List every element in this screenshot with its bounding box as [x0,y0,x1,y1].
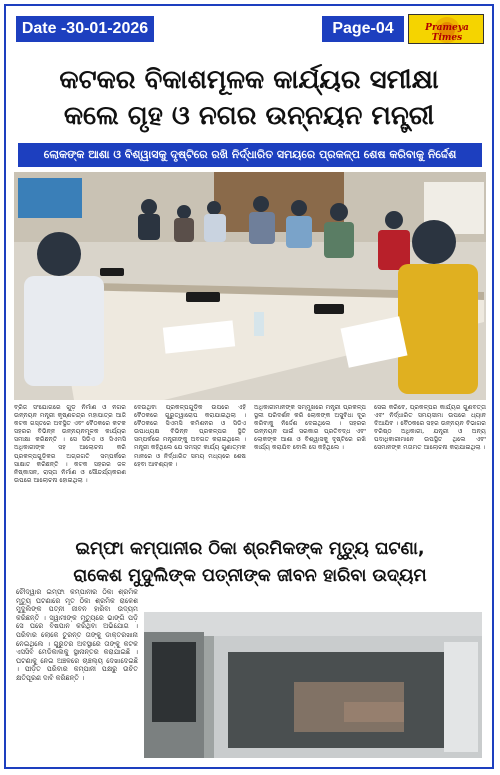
main-subheadline: ଲୋକଙ୍କ ଆଶା ଓ ବିଶ୍ୱାସକୁ ଦୃଷ୍ଟିରେ ରଖି ନିର୍ଦ୍ଧାରିତ ସମୟରେ ପ୍ରକଳ୍ପ ଶେଷ କରିବାକୁ ନିର୍ଦ୍ଦେଶ [18,143,482,167]
vehicle-photo-illustration [144,612,482,758]
second-headline-line2: ରାକେଶ ମୁଦୁଲିଙ୍କ ପତ୍ନୀଙ୍କ ଜୀବନ ହାରିବା ଉଦ୍ୟମ [73,566,427,586]
meeting-photo-illustration [14,172,486,400]
story-column-4: ସେଇ କରିବେ, ପ୍ରକଳ୍ପର କାର୍ଯ୍ୟର ଗୁଣବତ୍ତା ଏବଂ ନିର୍ଦ୍ଧାରିତ ସମୟସୀମା ଉପରେ ଧ୍ୟାନ ଦିଆଯିବ । ବୈଠକରେ ସହର ଉନ୍ନୟନ ବିଭାଗର ବରିଷ୍ଠ ଅଧିକାରୀ, ଯନ୍ତ୍ରୀ ଓ ଅନ୍ୟ ପଦାଧିକାରୀମାନେ ଉପସ୍ଥିତ ଥିଲେ ଏବଂ ସେମାନଙ୍କ ମତାମତ ଆଲୋଚନା କରାଯାଇଥିଲା । [374,404,486,452]
second-headline-line1: ଇମ୍ଫା କମ୍ପାନୀର ଠିକା ଶ୍ରମିକଙ୍କ ମୃତ୍ୟୁ ଘଟଣା, [75,539,425,559]
newspaper-logo [408,14,484,44]
meeting-photo [14,172,486,400]
main-headline [14,62,484,134]
logo-text: Prameya Times [425,23,469,43]
date-label: Date -30-01-2026 [16,16,154,42]
main-headline-line1: କଟକର ବିକାଶମୂଳକ କାର୍ଯ୍ୟର ସମୀକ୍ଷା [59,65,439,95]
second-headline [14,536,486,590]
page-number-label: Page-04 [322,16,404,42]
main-story-body [14,404,486,528]
story-column-3: ଅଧିକାରୀମାନଙ୍କ ସମ୍ମୁଖରେ ମନ୍ତ୍ରୀ ପ୍ରକଳ୍ପ ସ୍ଥଳୀ ପରିଦର୍ଶନ କରି ଲୋକଙ୍କ ଅସୁବିଧା ଦୂର କରିବାକୁ ନିର୍ଦ୍ଦେଶ ଦେଇଥିଲେ । ସହରର ଉନ୍ନୟନ ପାଇଁ ସରକାର ପ୍ରତିବଦ୍ଧ ଏବଂ ଲୋକଙ୍କ ଆଶା ଓ ବିଶ୍ୱାସକୁ ଦୃଷ୍ଟିରେ ରଖି କାର୍ଯ୍ୟ କରାଯିବ ବୋଲି ସେ କହିଥିଲେ । [254,404,366,452]
main-headline-line2: କଲେ ଗୃହ ଓ ନଗର ଉନ୍ନୟନ ମନ୍ତ୍ରୀ [63,101,435,131]
second-story-body: ଚୌଦ୍ୱାର ଇମ୍ଫା କମ୍ପାନୀର ଠିକା ଶ୍ରମିକ ମୃତ୍ୟୁ ଘଟଣାରେ ମୃତ ଠିକା ଶ୍ରମିକ ରାକେଶ ମୁଦୁଲିଙ୍କ ପତ୍ନୀ ଜୀବନ ହାରିବା ଉଦ୍ୟମ କରିଛନ୍ତି । ସ୍ୱାମୀଙ୍କ ମୃତ୍ୟୁରେ ଭାଙ୍ଗି ପଡ଼ି ସେ ଘରେ ବିଷପାନ କରିଥିବା ଅଭିଯୋଗ । ପରିବାର ଲୋକେ ତୁରନ୍ତ ତାଙ୍କୁ ଡାକ୍ତରଖାନା ନେଇଥିଲେ । ଗୁରୁତର ଅବସ୍ଥାରେ ତାଙ୍କୁ କଟକ ଏସସିବି ମେଡିକାଲକୁ ସ୍ଥାନାନ୍ତର କରାଯାଇଛି । ଘଟଣାକୁ ନେଇ ଅଞ୍ଚଳରେ ଚାଞ୍ଚଲ୍ୟ ଦେଖାଦେଇଛି । ପୀଡ଼ିତ ପରିବାର କମ୍ପାନୀ ପକ୍ଷରୁ ଉଚିତ କ୍ଷତିପୂରଣ ଦାବି କରିଛନ୍ତି । [16,588,138,682]
story-column-1: ବ୍ରିଜ ସଂଯୋଗରେ ଗୁଡ଼ ନିର୍ମାଣ ଓ ନଗର ଉନ୍ନୟନ ମନ୍ତ୍ରୀ କୃଷ୍ଣଚନ୍ଦ୍ର ମହାପାତ୍ର ଆଜି କଟକ ଗସ୍ତରେ ଅବସ୍ଥିତ ଏବଂ ବୈଠକରେ କଟକ ସହରର ବିଭିନ୍ନ ଉନ୍ନୟନମୂଳକ କାର୍ଯ୍ୟର ସମୀକ୍ଷା କରିଛନ୍ତି । ସେ ସିଡିଏ ଓ ସିଏମସି ଅଧିକାରୀଙ୍କ ସହ ଆଲୋଚନା କରି ପ୍ରକଳ୍ପଗୁଡ଼ିକର ଅଗ୍ରଗତି ସମ୍ପର୍କରେ ସାକ୍ଷାତ କରିଛନ୍ତି । କଟକ ସହରର ଜଳ ନିଷ୍କାସନ, ରାସ୍ତା ନିର୍ମାଣ ଓ ସୌନ୍ଦର୍ଯ୍ୟକରଣ ଉପରେ ଆଲୋଚନା ହୋଇଥିଲା । [14,404,126,484]
vehicle-photo [144,612,482,758]
story-column-2: ଦେଉଥିବା ପ୍ରକଳ୍ପଗୁଡ଼ିକ ଉପରେ ଏହି ବୈଠକରେ ଗୁରୁତ୍ୱାରୋପ କରାଯାଇଥିଲା । ବୈଠକରେ ସିଏମସି କମିଶନର ଓ ସିଡିଏ ଉପାଧ୍ୟକ୍ଷ ବିଭିନ୍ନ ପ୍ରକଳ୍ପର ସ୍ଥିତି ସମ୍ପର୍କରେ ମନ୍ତ୍ରୀଙ୍କୁ ଅବଗତ କରାଇଥିଲେ । ମନ୍ତ୍ରୀ କହିଥିଲେ ଯେ ସମସ୍ତ କାର୍ଯ୍ୟ ଗୁଣାତ୍ମକ ମାନରେ ଓ ନିର୍ଦ୍ଧାରିତ ସମୟ ମଧ୍ୟରେ ଶେଷ ହେବା ଆବଶ୍ୟକ । [134,404,246,468]
page-header [10,12,488,44]
